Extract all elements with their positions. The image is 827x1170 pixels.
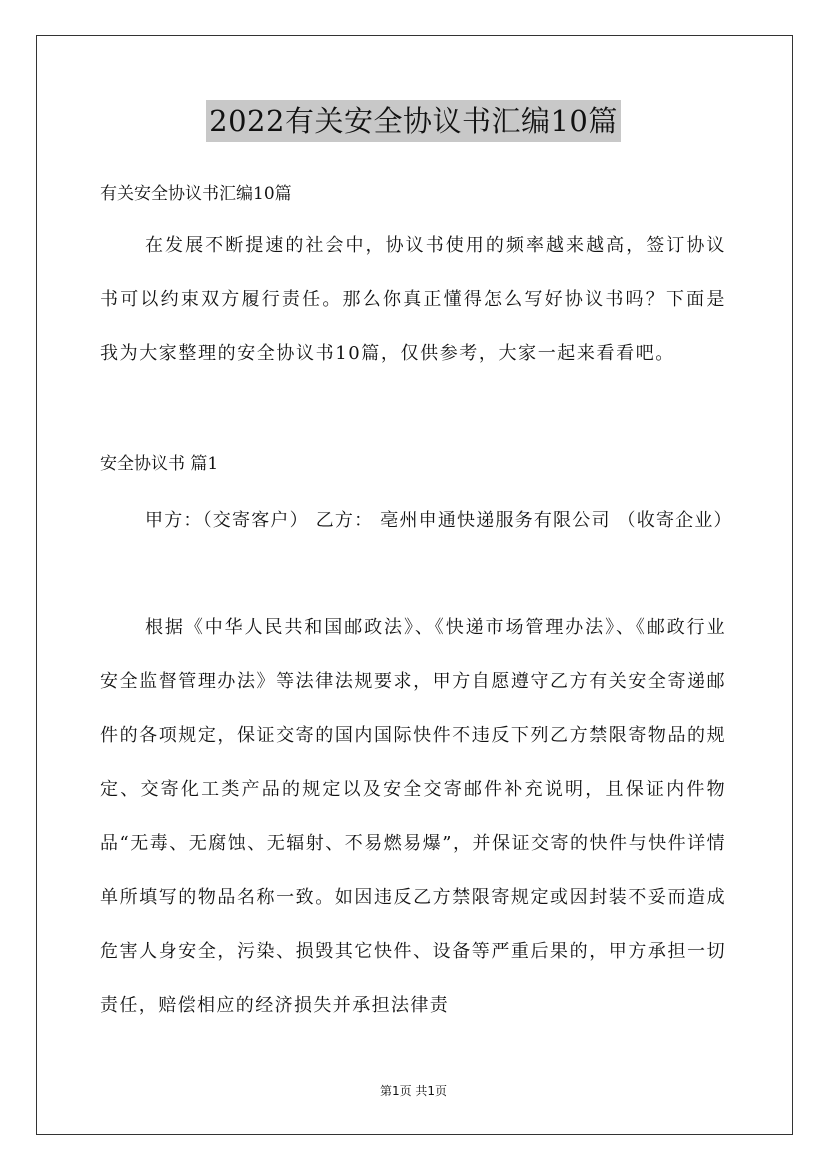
- document-title: [0, 100, 827, 142]
- document-subtitle: 有关安全协议书汇编10篇: [100, 184, 292, 204]
- section-heading: 安全协议书 篇1: [100, 454, 219, 474]
- intro-paragraph: 在发展不断提速的社会中，协议书使用的频率越来越高，签订协议书可以约束双方履行责任。那么你真正懂得怎么写好协议书吗？下面是我为大家整理的安全协议书10篇，仅供参考，大家一起来看看吧。: [100, 235, 726, 364]
- document-title-text: 2022有关安全协议书汇编10篇: [206, 100, 621, 142]
- parties-paragraph: 甲方：（交寄客户） 乙方： 亳州申通快递服务有限公司 （收寄企业）: [145, 510, 733, 531]
- page-footer: 第1页 共1页: [379, 1084, 448, 1098]
- body-paragraph: 根据《中华人民共和国邮政法》、《快递市场管理办法》、《邮政行业安全监督管理办法》等法律法规要求，甲方自愿遵守乙方有关安全寄递邮件的各项规定，保证交寄的国内国际快件不违反下列乙方禁限寄物品的规定、交寄化工类产品的规定以及安全交寄邮件补充说明，且保证内件物品“无毒、无腐蚀、无辐射、不易燃易爆”，并保证交寄的快件与快件详情单所填写的物品名称一致。如因违反乙方禁限寄规定或因封装不妥而造成危害人身安全，污染、损毁其它快件、设备等严重后果的，甲方承担一切责任，赔偿相应的经济损失并承担法律责: [100, 617, 726, 1016]
